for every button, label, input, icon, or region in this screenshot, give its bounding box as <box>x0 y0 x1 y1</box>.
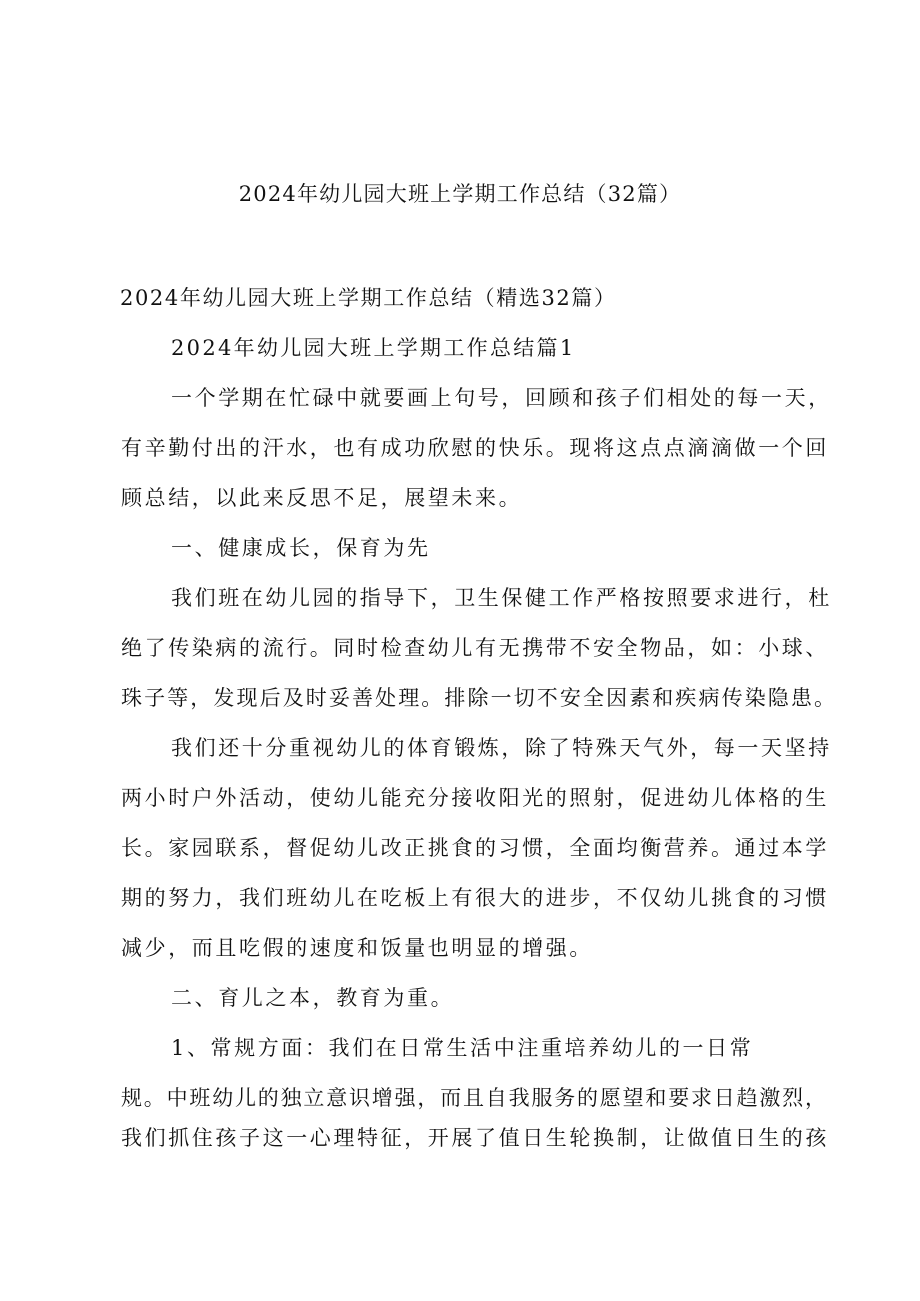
paragraph-line: 两小时户外活动，使幼儿能充分接收阳光的照射，促进幼儿体格的生 <box>121 786 829 810</box>
paragraph-line: 我们班在幼儿园的指导下，卫生保健工作严格按照要求进行，杜 <box>171 586 832 610</box>
paragraph-line: 1、常规方面：我们在日常生活中注重培养幼儿的一日常 <box>171 1036 754 1060</box>
paragraph-line: 长。家园联系，督促幼儿改正挑食的习惯，全面均衡营养。通过本学 <box>121 836 829 860</box>
paragraph-line: 一个学期在忙碌中就要画上句号，回顾和孩子们相处的每一天， <box>171 386 832 410</box>
paragraph-line: 期的努力，我们班幼儿在吃板上有很大的进步，不仅幼儿挑食的习惯 <box>121 886 829 910</box>
paragraph-line: 绝了传染病的流行。同时检查幼儿有无携带不安全物品，如：小球、 <box>121 636 829 660</box>
paragraph-line: 我们抓住孩子这一心理特征，开展了值日生轮换制，让做值日生的孩 <box>121 1126 829 1150</box>
paragraph-line: 有辛勤付出的汗水，也有成功欣慰的快乐。现将这点点滴滴做一个回 <box>121 436 829 460</box>
section-heading-education: 二、育儿之本，教育为重。 <box>171 986 455 1010</box>
paragraph-line: 规。中班幼儿的独立意识增强，而且自我服务的愿望和要求日趋激烈， <box>121 1086 828 1110</box>
paragraph-line: 顾总结，以此来反思不足，展望未来。 <box>121 486 523 510</box>
section-heading-health: 一、健康成长，保育为先 <box>171 536 431 560</box>
paragraph-line: 我们还十分重视幼儿的体育锻炼，除了特殊天气外，每一天坚持 <box>171 736 832 760</box>
document-subtitle: 2024年幼儿园大班上学期工作总结（精选32篇） <box>120 286 617 310</box>
paragraph-line: 减少，而且吃假的速度和饭量也明显的增强。 <box>121 936 593 960</box>
paragraph-line: 珠子等，发现后及时妥善处理。排除一切不安全因素和疾病传染隐患。 <box>121 686 838 710</box>
document-title: 2024年幼儿园大班上学期工作总结（32篇） <box>238 182 682 206</box>
section-heading: 2024年幼儿园大班上学期工作总结篇1 <box>171 336 576 360</box>
